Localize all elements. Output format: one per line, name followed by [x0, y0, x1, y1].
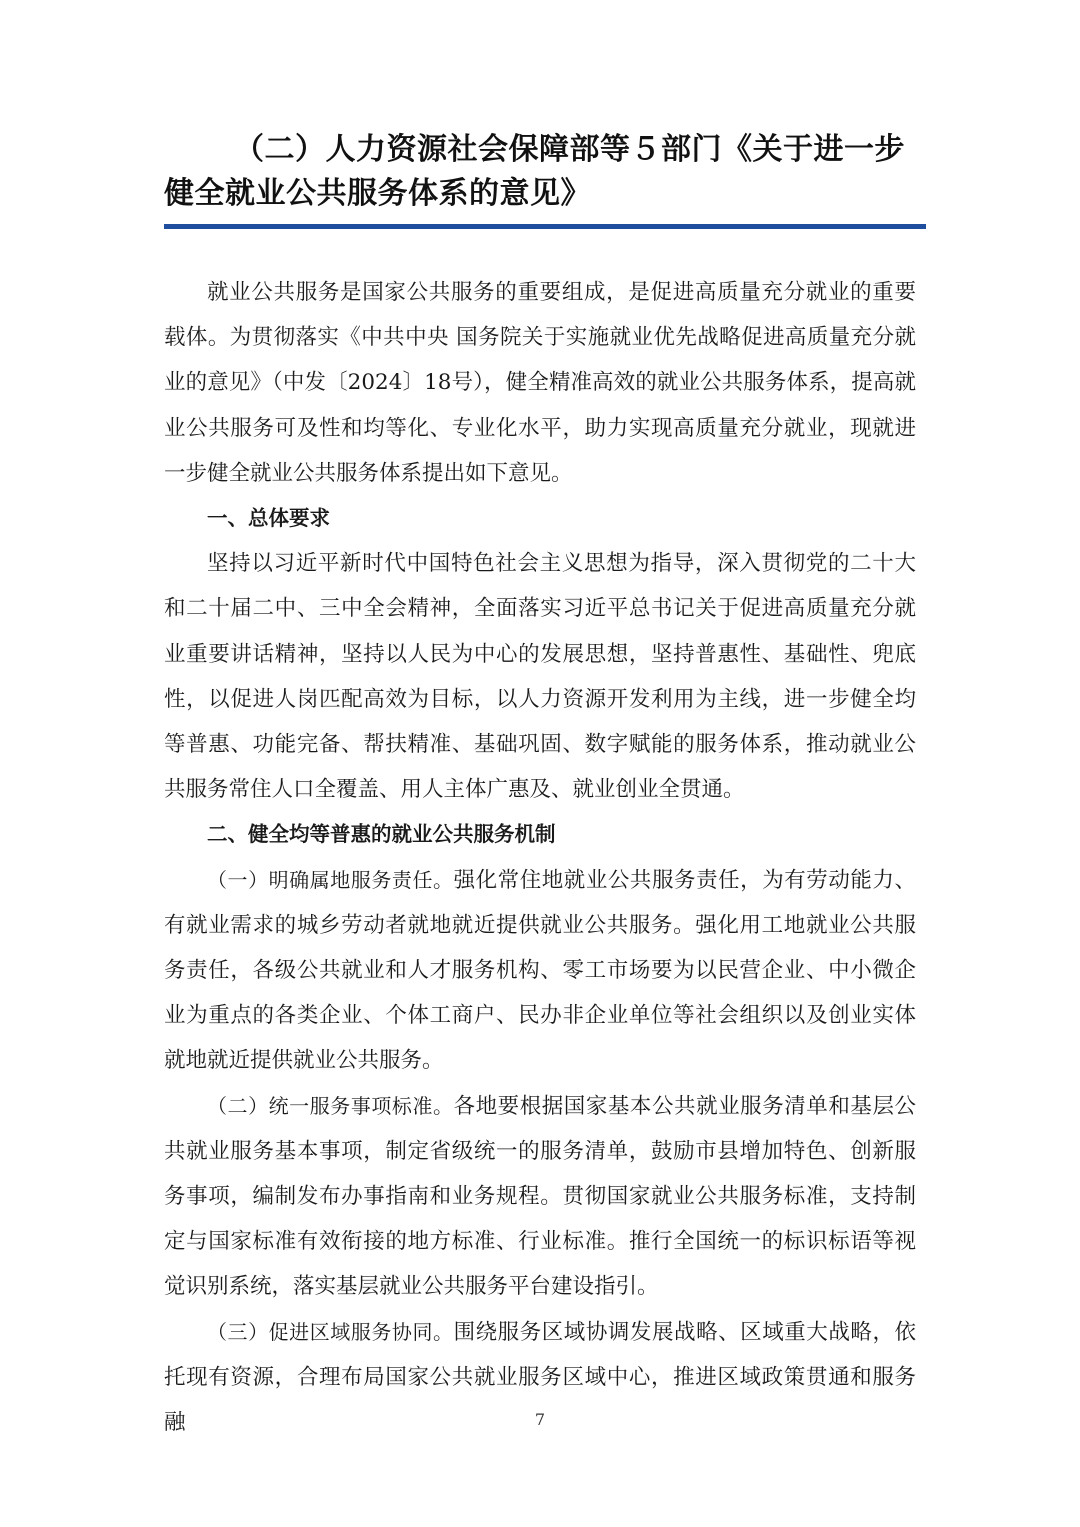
- intro-paragraph: 就业公共服务是国家公共服务的重要组成，是促进高质量充分就业的重要载体。为贯彻落实《中共中央 国务院关于实施就业优先战略促进高质量充分就业的意见》（中发〔2024〕18号），健全精准高效的就业公共服务体系，提高就业公共服务可及性和均等化、专业化水平，助力实现高质量充分就业，现就进一步健全就业公共服务体系提出如下意见。: [164, 280, 916, 486]
- item-1-heading: （一）明确属地服务责任。: [207, 867, 454, 892]
- item-1-paragraph: [164, 858, 916, 1084]
- document-title: （二）人力资源社会保障部等５部门《关于进一步健全就业公共服务体系的意见》: [164, 132, 905, 211]
- section-1-paragraph: 坚持以习近平新时代中国特色社会主义思想为指导，深入贯彻党的二十大和二十届二中、三中全会精神，全面落实习近平总书记关于促进高质量充分就业重要讲话精神，坚持以人民为中心的发展思想，坚持普惠性、基础性、兜底性，以促进人岗匹配高效为目标，以人力资源开发利用为主线，进一步健全均等普惠、功能完备、帮扶精准、基础巩固、数字赋能的服务体系，推动就业公共服务常住人口全覆盖、用人主体广惠及、就业创业全贯通。: [164, 551, 916, 803]
- page-number: 7: [534, 1410, 546, 1429]
- section-heading-2: 二、健全均等普惠的就业公共服务机制: [207, 822, 556, 847]
- item-3-heading: （三）促进区域服务协同。: [207, 1319, 454, 1344]
- item-2-paragraph: [164, 1084, 916, 1310]
- item-2-text: 各地要根据国家基本公共就业服务清单和基层公共就业服务基本事项，制定省级统一的服务清单，鼓励市县增加特色、创新服务事项，编制发布办事指南和业务规程。贯彻国家就业公共服务标准，支持制定与国家标准有效衔接的地方标准、行业标准。推行全国统一的标识标语等视觉识别系统，落实基层就业公共服务平台建设指引。: [164, 1093, 916, 1300]
- section-heading-1: 一、总体要求: [207, 506, 330, 531]
- title-underline-rule: [164, 224, 926, 229]
- document-body: [164, 270, 916, 1445]
- item-1-text: 强化常住地就业公共服务责任，为有劳动能力、有就业需求的城乡劳动者就地就近提供就业公共服务。强化用工地就业公共服务责任，各级公共就业和人才服务机构、零工市场要为以民营企业、中小微企业为重点的各类企业、个体工商户、民办非企业单位等社会组织以及创业实体就地就近提供就业公共服务。: [164, 867, 916, 1074]
- item-3-text: 围绕服务区域协调发展战略、区域重大战略，依托现有资源，合理布局国家公共就业服务区域中心，推进区域政策贯通和服务融: [164, 1319, 916, 1436]
- item-2-heading: （二）统一服务事项标准。: [207, 1093, 454, 1118]
